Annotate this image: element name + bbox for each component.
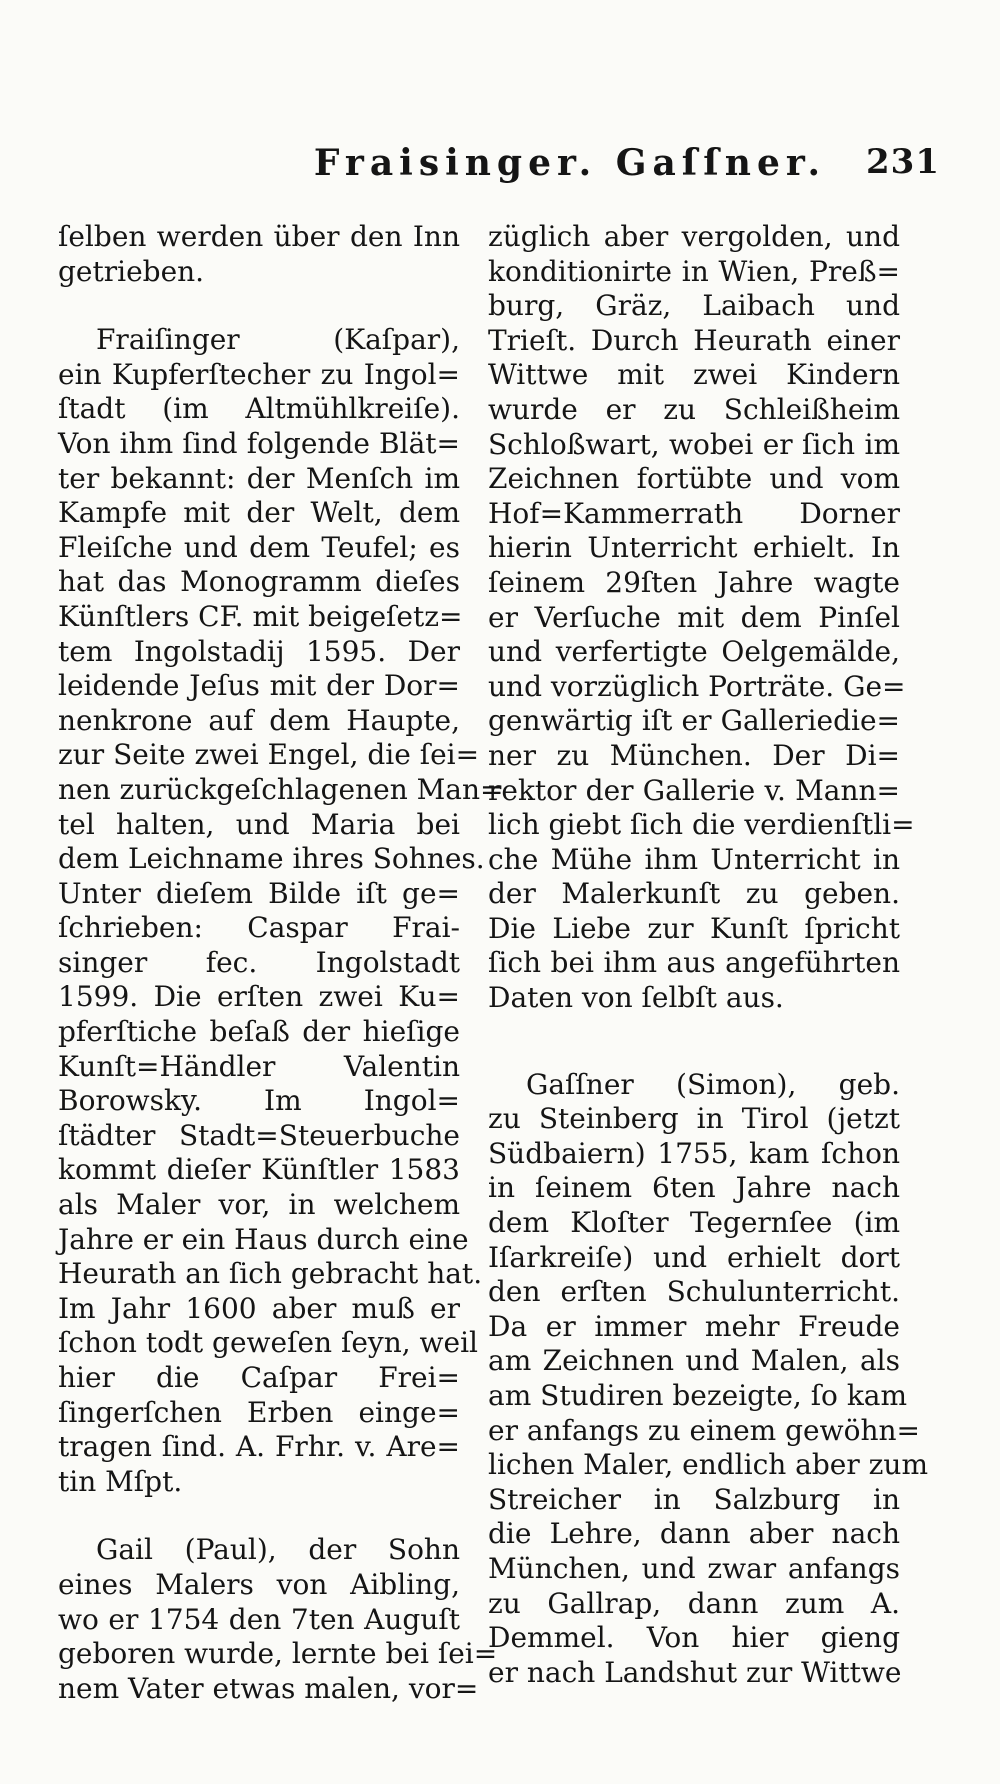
text-line: eines Malers von Aibling, [58, 1567, 460, 1601]
text-line: Schloßwart, wobei er ſich im [488, 427, 900, 461]
text-line: Fraiſinger (Kaſpar), [96, 323, 460, 357]
paragraph-gap [58, 289, 460, 323]
text-line: Streicher in Salzburg in [488, 1482, 900, 1516]
text-line: wo er 1754 den 7ten Auguſt [58, 1602, 460, 1636]
text-line: Demmel. Von hier gieng [488, 1621, 900, 1655]
text-line: nenkrone auf dem Haupte, [58, 703, 460, 737]
running-head: Fraisinger. Gaſſner. [313, 142, 827, 184]
text-line: die Lehre, dann aber nach [488, 1517, 900, 1551]
text-line: Borowsky. Im Ingol= [58, 1084, 460, 1118]
text-line: che Mühe ihm Unterricht in [488, 842, 900, 876]
text-line: rektor der Gallerie v. Mann= [488, 773, 900, 807]
text-line: ſtädter Stadt=Steuerbuche [58, 1118, 460, 1152]
text-line: der Malerkunſt zu geben. [488, 877, 900, 911]
paragraph-gap [488, 1016, 900, 1068]
text-line: dem Kloſter Tegernſee (im [488, 1206, 900, 1240]
text-line: ſelben werden über den Inn [58, 220, 460, 253]
text-line: Unter dieſem Bilde iſt ge= [58, 876, 460, 910]
text-line: Die Liebe zur Kunſt ſpricht [488, 911, 900, 945]
text-line: als Maler vor, in welchem [58, 1188, 460, 1222]
text-line: Gaſſner (Simon), geb. [526, 1067, 900, 1101]
text-line: zu Steinberg in Tirol (jetzt [488, 1102, 900, 1136]
text-line: Von ihm ſind folgende Blät= [58, 426, 460, 460]
page-number: 231 [866, 142, 940, 182]
text-line: dem Leichname ihres Sohnes. [58, 842, 485, 876]
text-line: ſchon todt geweſen ſeyn, weil [58, 1326, 478, 1360]
text-line: 1599. Die erſten zwei Ku= [58, 980, 460, 1014]
left-column [58, 220, 504, 1706]
page-header [60, 142, 940, 192]
text-line: ſchrieben: Caspar Frai- [58, 911, 460, 945]
text-line: zur Seite zwei Engel, die ſei= [58, 738, 480, 772]
text-line: Kunſt=Händler Valentin [58, 1049, 460, 1083]
text-line: getrieben. [58, 254, 205, 288]
text-line: kommt dieſer Künſtler 1583 [58, 1153, 460, 1187]
text-line: Südbaiern) 1755, kam ſchon [488, 1136, 900, 1170]
text-line: er anfangs zu einem gewöhn= [488, 1413, 920, 1447]
text-line: am Studiren bezeigte, ſo kam [488, 1379, 908, 1412]
text-line: ner zu München. Der Di= [488, 738, 900, 772]
text-line: den erſten Schulunterricht. [488, 1275, 900, 1309]
text-line: genwärtig iſt er Galleriedie= [488, 704, 900, 738]
text-line: ein Kupferſtecher zu Ingol= [58, 357, 460, 391]
text-line: ſingerſchen Erben einge= [58, 1395, 460, 1429]
text-line: hierin Unterricht erhielt. In [488, 531, 900, 565]
text-line: er Verſuche mit dem Pinſel [488, 600, 900, 634]
right-column [488, 220, 928, 1690]
text-line: tin Mſpt. [58, 1464, 183, 1498]
text-line: hat das Monogramm dieſes [58, 565, 460, 599]
text-line: Jahre er ein Haus durch eine [58, 1222, 469, 1256]
text-line: hier die Caſpar Frei= [58, 1361, 460, 1394]
text-line: wurde er zu Schleißheim [488, 392, 900, 426]
text-line: züglich aber vergolden, und [488, 220, 900, 253]
text-line: er nach Landshut zur Wittwe [488, 1655, 902, 1689]
text-line: leidende Jeſus mit der Dor= [58, 669, 460, 703]
text-line: ſich bei ihm aus angeführten [488, 946, 900, 980]
text-line: Kampfe mit der Welt, dem [58, 496, 460, 530]
text-line: Trieſt. Durch Heurath einer [488, 323, 900, 357]
text-line: tragen ſind. A. Frhr. v. Are= [58, 1430, 460, 1464]
text-line: tel halten, und Maria bei [58, 807, 460, 841]
text-line: singer fec. Ingolstadt [58, 945, 460, 979]
text-line: geboren wurde, lernte bei ſei= [58, 1637, 498, 1671]
text-line: München, und zwar anfangs [488, 1551, 900, 1585]
text-line: ter bekannt: der Menſch im [58, 461, 460, 495]
text-line: am Zeichnen und Malen, als [488, 1344, 900, 1378]
text-line: Wittwe mit zwei Kindern [488, 358, 900, 392]
text-line: und vorzüglich Porträte. Ge= [488, 669, 906, 703]
text-line: Fleiſche und dem Teufel; es [58, 530, 460, 564]
text-line: konditionirte in Wien, Preß= [488, 254, 900, 288]
text-line: nem Vater etwas malen, vor= [58, 1671, 479, 1705]
text-line: und verfertigte Oelgemälde, [488, 635, 900, 669]
text-line: Da er immer mehr Freude [488, 1309, 900, 1343]
text-line: Hof=Kammerrath Dorner [488, 496, 900, 530]
text-line: Iſarkreiſe) und erhielt dort [488, 1240, 900, 1274]
text-line: burg, Gräz, Laibach und [488, 289, 900, 323]
text-line: ſeinem 29ſten Jahre wagte [488, 565, 900, 599]
text-line: nen zurückgeſchlagenen Man= [58, 772, 504, 806]
text-line: in ſeinem 6ten Jahre nach [488, 1171, 900, 1205]
text-line: zu Gallrap, dann zum A. [488, 1586, 900, 1620]
text-line: pferſtiche beſaß der hieſige [58, 1015, 460, 1049]
paragraph-gap [58, 1499, 460, 1533]
text-line: Zeichnen fortübte und vom [488, 462, 900, 496]
text-line: ſtadt (im Altmühlkreiſe). [58, 392, 460, 426]
text-line: lich giebt ſich die verdienſtli= [488, 808, 915, 842]
text-line: Heurath an ſich gebracht hat. [58, 1257, 483, 1291]
text-line: Im Jahr 1600 aber muß er [58, 1291, 460, 1325]
text-line: Daten von ſelbſt aus. [488, 981, 784, 1015]
text-line: lichen Maler, endlich aber zum [488, 1448, 928, 1482]
text-line: tem Ingolstadij 1595. Der [58, 634, 460, 668]
text-line: Gail (Paul), der Sohn [96, 1533, 460, 1567]
text-line: Künſtlers CF. mit beigeſetz= [58, 599, 463, 633]
